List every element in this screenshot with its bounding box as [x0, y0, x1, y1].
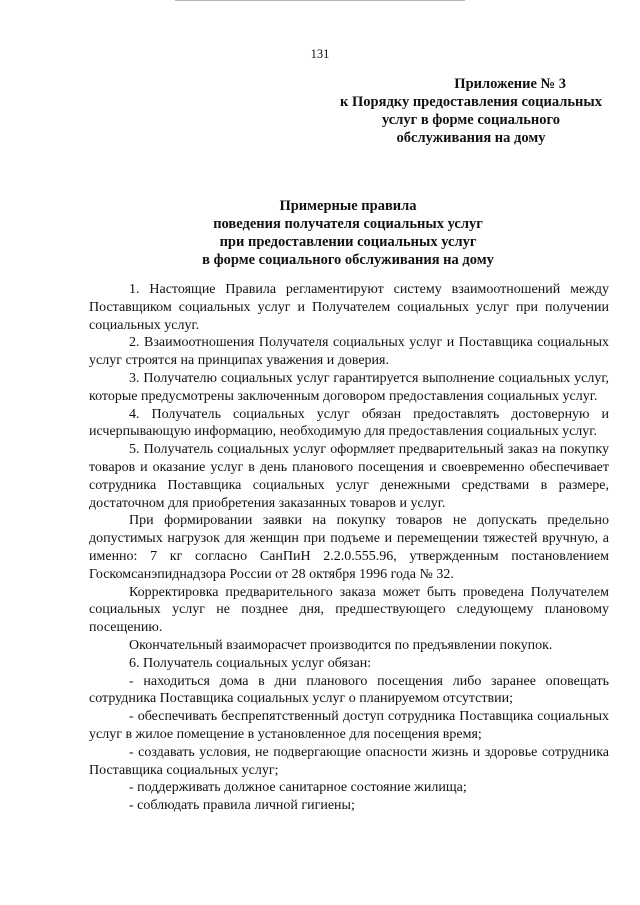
document-title-line: в форме социального обслуживания на дому — [202, 252, 494, 268]
paragraph: 2. Взаимоотношения Получателя социальных услуг и Поставщика социальных услуг строятся на принципах уважения и доверия. — [89, 335, 609, 369]
document-title-line: поведения получателя социальных услуг — [213, 216, 483, 232]
paragraph: Корректировка предварительного заказа может быть проведена Получателем социальных услуг не позднее дня, предшествующего следующему плановому посещению. — [89, 584, 609, 636]
paragraph: 4. Получатель социальных услуг обязан предоставлять достоверную и исчерпывающую информацию, необходимую для предоставления социальных услуг. — [89, 406, 609, 440]
appendix-line: к Порядку предоставления социальных — [340, 94, 602, 110]
paragraph: 6. Получатель социальных услуг обязан: — [129, 655, 372, 671]
appendix-line: обслуживания на дому — [396, 130, 546, 146]
paragraph: Окончательный взаиморасчет производится по предъявлении покупок. — [129, 637, 553, 653]
list-item: - создавать условия, не подвергающие опасности жизнь и здоровье сотрудника Поставщика социальных услуг; — [89, 744, 609, 778]
document-title — [88, 197, 608, 269]
paragraph: 3. Получателю социальных услуг гарантируется выполнение социальных услуг, которые предусмотрены заключенным договором предоставления социальных услуг. — [89, 370, 609, 404]
document-title-line: Примерные правила — [279, 198, 417, 214]
list-item: - соблюдать правила личной гигиены; — [129, 798, 355, 814]
paragraph: 1. Настоящие Правила регламентируют систему взаимоотношений между Поставщиком социальных услуг и Получателем социальных услуг при получении социальных услуг. — [89, 282, 609, 333]
list-item: - поддерживать должное санитарное состояние жилища; — [129, 780, 467, 796]
paragraph: При формировании заявки на покупку товаров не допускать предельно допустимых нагрузок для женщин при подъеме и перемещении тяжестей вручную, а именно: 7 кг согласно СанПиН 2.2.0.555.96, утвержденным постановлением Госкомсанэпиднадзора России от 28 октября 1996 года № 32. — [89, 513, 609, 582]
document-title-line: при предоставлении социальных услуг — [219, 234, 477, 250]
appendix-header — [330, 75, 612, 147]
page-number: 131 — [310, 47, 330, 61]
list-item: - обеспечивать беспрепятственный доступ сотрудника Поставщика социальных услуг в жилое помещение в установленное для посещения время; — [89, 709, 609, 742]
appendix-line: услуг в форме социального — [381, 112, 560, 128]
document-body — [89, 281, 609, 815]
list-item: - находиться дома в дни планового посещения либо заранее оповещать сотрудника Поставщика социальных услуг о планируемом отсутствии; — [89, 673, 609, 707]
scan-edge-line — [175, 0, 465, 1]
appendix-title: Приложение № 3 — [454, 76, 566, 92]
paragraph: 5. Получатель социальных услуг оформляет предварительный заказ на покупку товаров и оказание услуг в день планового посещения и своевременно обеспечивает сотрудника Поставщика социальных услуг денежными средствами в размере, достаточном для приобретения заказанных товаров и услуг. — [89, 442, 609, 511]
